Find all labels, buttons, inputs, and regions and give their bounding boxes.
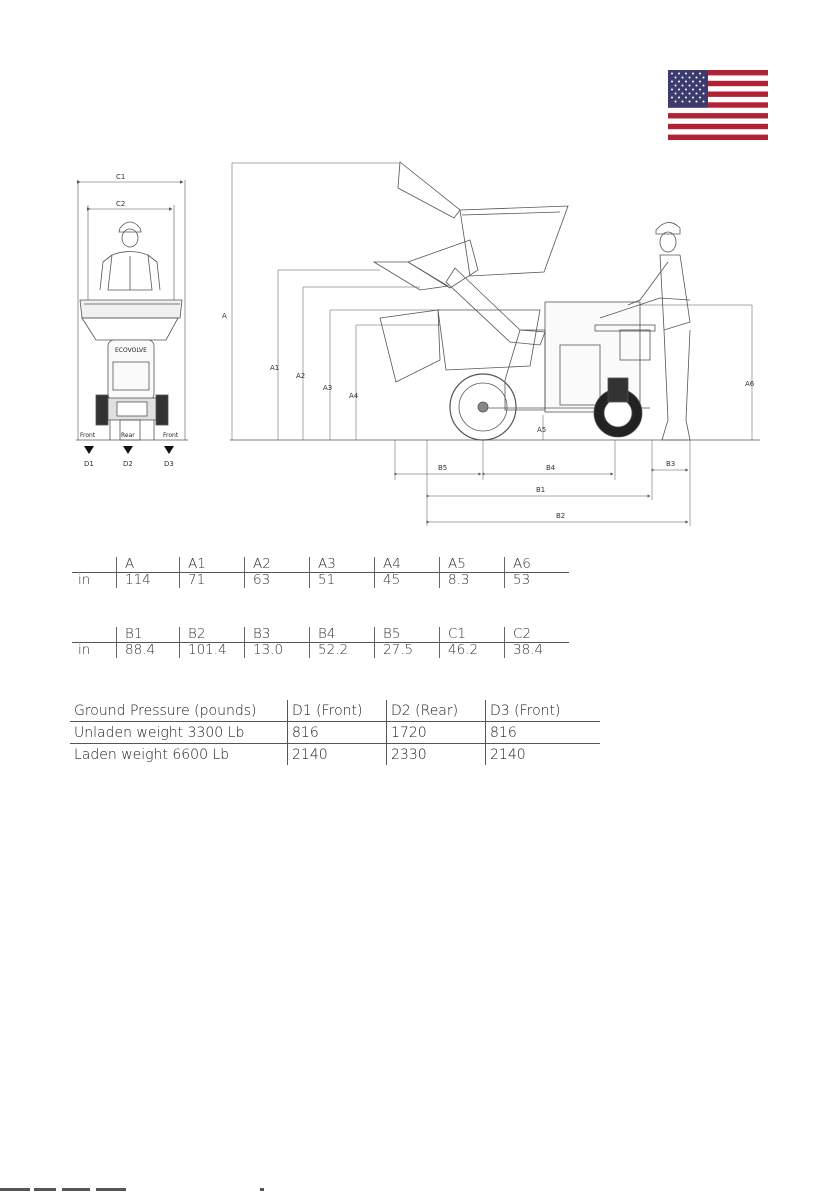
table-header-cell: B1	[117, 627, 180, 643]
lift-arm	[446, 268, 545, 345]
load-point-d3: D3	[164, 460, 174, 468]
table-header-cell: D2 (Rear)	[387, 700, 486, 722]
dim-label-c2: C2	[116, 200, 126, 208]
table-row	[70, 744, 600, 766]
dim-label-a5: A5	[537, 426, 547, 434]
table-header-cell: A6	[505, 557, 570, 573]
hopper-mid	[374, 240, 478, 290]
table-header-cell: A5	[440, 557, 505, 573]
brand-label: ECOVOLVE	[115, 347, 147, 354]
table-header-cell: B5	[375, 627, 440, 643]
table-header-cell: D1 (Front)	[288, 700, 387, 722]
table-header-cell: B3	[245, 627, 310, 643]
table-cell: 88.4	[117, 643, 180, 659]
load-point-d1: D1	[84, 460, 94, 468]
hopper-low	[380, 310, 540, 382]
table-cell: 816	[486, 722, 601, 744]
table-cell: 2140	[288, 744, 387, 766]
dim-label-b5: B5	[438, 464, 448, 472]
table-header-cell: C2	[505, 627, 570, 643]
footer-marks	[0, 1186, 270, 1192]
table-cell: 2140	[486, 744, 601, 766]
table-row-label: Laden weight 6600 Lb	[74, 746, 230, 763]
operator-front-figure	[100, 222, 160, 290]
axle-label-right: Front	[163, 432, 179, 439]
dim-label-b1: B1	[536, 486, 546, 494]
table-header-cell: A2	[245, 557, 310, 573]
table-header-cell: Ground Pressure (pounds)	[70, 700, 288, 722]
table-cell: 63	[245, 573, 310, 589]
dim-label-a: A	[222, 312, 227, 320]
dim-label-c1: C1	[116, 173, 126, 181]
dim-label-a6: A6	[745, 380, 755, 388]
table-cell: 816	[288, 722, 387, 744]
dim-label-a1: A1	[270, 364, 280, 372]
axle-label-center: Rear	[121, 432, 135, 439]
table-row-label: Unladen weight 3300 Lb	[70, 722, 288, 744]
table-cell: 114	[117, 573, 180, 589]
table-cell: 8.3	[440, 573, 505, 589]
table-cell: 101.4	[180, 643, 245, 659]
table-row	[72, 573, 569, 589]
front-view	[76, 180, 188, 440]
table-header-cell: D3 (Front)	[486, 700, 601, 722]
table-header-cell: C1	[440, 627, 505, 643]
load-arrow-d3-icon	[164, 446, 174, 454]
table-cell: 2330	[387, 744, 486, 766]
load-arrow-d1-icon	[84, 446, 94, 454]
table-header-cell: B2	[180, 627, 245, 643]
load-point-d2: D2	[123, 460, 133, 468]
table-row	[72, 643, 569, 659]
table-cell: 45	[375, 573, 440, 589]
table-header-empty	[72, 557, 117, 573]
table-header-row	[72, 627, 569, 643]
hopper-raised	[398, 162, 568, 276]
hopper-front	[80, 300, 182, 340]
machine-body-front	[96, 340, 168, 440]
table-cell: 27.5	[375, 643, 440, 659]
table-header-cell: A4	[375, 557, 440, 573]
ground-pressure-table	[70, 700, 600, 765]
load-arrow-d2-icon	[123, 446, 133, 454]
table-cell: 1720	[387, 722, 486, 744]
dim-label-a2: A2	[296, 372, 306, 380]
table-cell: 51	[310, 573, 375, 589]
table-cell: 71	[180, 573, 245, 589]
front-wheel	[450, 374, 516, 440]
table-row	[70, 722, 600, 744]
dim-label-b4: B4	[546, 464, 556, 472]
unit-cell: in	[78, 642, 91, 658]
dim-label-b3: B3	[666, 460, 676, 468]
table-header-cell: A1	[180, 557, 245, 573]
axle-label-left: Front	[80, 432, 96, 439]
table-cell: 46.2	[440, 643, 505, 659]
table-header-empty	[72, 627, 117, 643]
dim-label-a4: A4	[349, 392, 359, 400]
side-view	[230, 162, 760, 526]
table-header-cell: A	[117, 557, 180, 573]
table-cell: 38.4	[505, 643, 570, 659]
table-cell: 53	[505, 573, 570, 589]
unit-cell: in	[78, 572, 91, 588]
technical-drawing	[0, 0, 840, 540]
table-cell: 52.2	[310, 643, 375, 659]
table-cell: 13.0	[245, 643, 310, 659]
load-point-arrows	[84, 446, 174, 454]
table-header-cell: A3	[310, 557, 375, 573]
dimensions-table-a	[72, 557, 569, 588]
dimensions-table-b	[72, 627, 569, 658]
table-header-cell: B4	[310, 627, 375, 643]
dim-label-b2: B2	[556, 512, 566, 520]
dim-label-a3: A3	[323, 384, 333, 392]
table-header-row	[70, 700, 600, 722]
table-header-row	[72, 557, 569, 573]
